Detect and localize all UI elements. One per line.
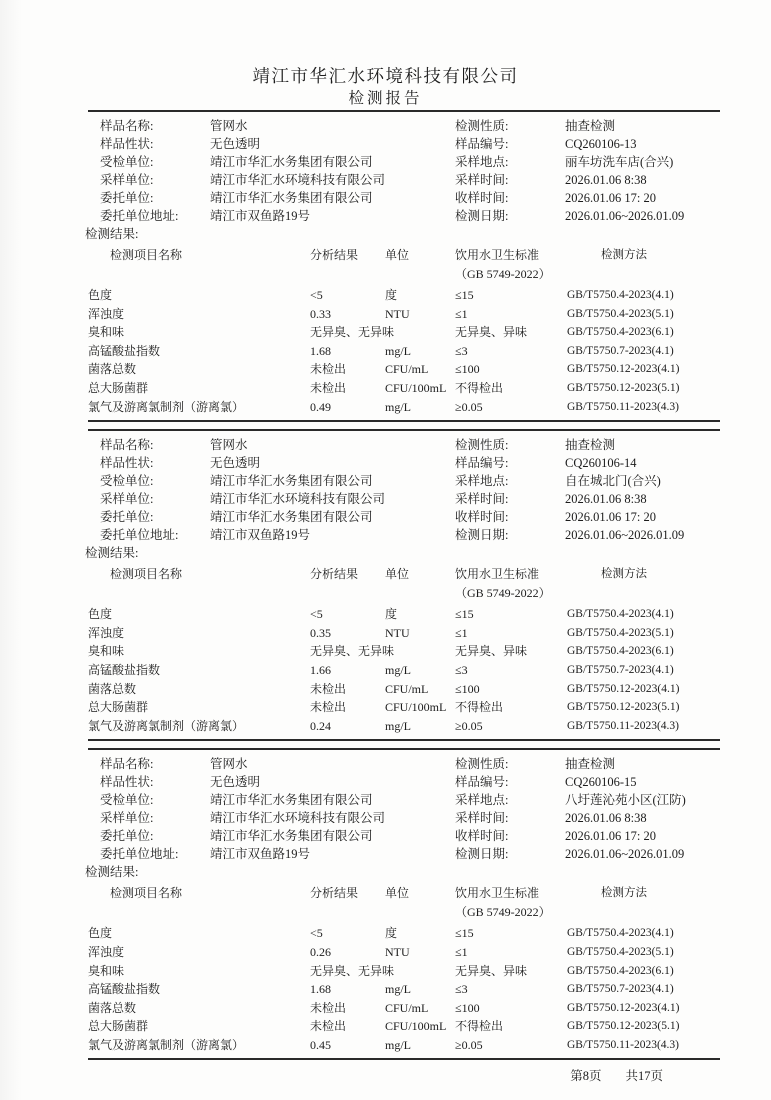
info-left-label: 样品名称: — [100, 757, 154, 772]
report-title: 检测报告 — [348, 90, 423, 107]
header-standard — [455, 246, 567, 284]
cell-item: 浑浊度 — [88, 944, 125, 959]
results-rows — [88, 924, 720, 1054]
info-right-label: 收样时间: — [455, 510, 509, 525]
cell-item: 色度 — [88, 926, 113, 941]
cell-standard: ≤15 — [455, 288, 474, 302]
cell-method: GB/T5750.12-2023(5.1) — [567, 381, 680, 394]
cell-method: GB/T5750.4-2023(5.1) — [567, 307, 674, 320]
info-left-value: 靖江市华汇水务集团有限公司 — [210, 191, 373, 205]
info-right-label: 采样地点: — [455, 793, 509, 808]
cell-item: 臭和味 — [88, 325, 125, 340]
results-table-header — [88, 565, 720, 603]
info-right-value: CQ260106-13 — [565, 137, 637, 151]
info-right-label: 检测日期: — [455, 209, 509, 223]
cell-item: 菌落总数 — [88, 681, 137, 696]
cell-method: GB/T5750.11-2023(4.3) — [567, 719, 680, 732]
result-row — [88, 661, 720, 680]
info-left-label: 样品名称: — [100, 119, 154, 133]
cell-unit — [385, 962, 455, 981]
cell-method: GB/T5750.12-2023(4.1) — [567, 363, 680, 376]
result-row — [88, 680, 720, 699]
info-left-value: 无色透明 — [210, 775, 261, 790]
cell-standard: 无异臭、异味 — [455, 644, 528, 659]
result-row — [88, 1017, 720, 1036]
cell-result: 1.66 — [310, 662, 331, 677]
cell-result: 无异臭、无异味 — [310, 963, 395, 978]
header-standard — [455, 884, 567, 922]
info-left-value: 靖江市双鱼路19号 — [210, 528, 311, 543]
result-row — [88, 605, 720, 624]
cell-result: 0.24 — [310, 718, 331, 733]
cell-unit: CFU/mL — [385, 681, 429, 696]
info-row — [100, 508, 720, 526]
cell-result: 1.68 — [310, 343, 331, 358]
cell-item: 菌落总数 — [88, 1000, 137, 1015]
header-item: 检测项目名称 — [110, 248, 183, 262]
company-title: 靖江市华汇水环境科技有限公司 — [252, 66, 519, 86]
result-row — [88, 342, 720, 361]
info-left-label: 受检单位: — [100, 474, 154, 489]
cell-item: 色度 — [88, 607, 113, 622]
cell-unit — [385, 642, 455, 661]
header-result: 分析结果 — [310, 248, 359, 262]
footer-page-total: 共17页 — [625, 1069, 663, 1084]
cell-standard: ≤15 — [455, 926, 474, 941]
info-right-value: 抽查检测 — [565, 757, 616, 772]
result-row — [88, 980, 720, 999]
cell-result: 未检出 — [310, 1000, 347, 1015]
cell-standard: ≤15 — [455, 607, 474, 622]
info-right-value: 2026.01.06 8:38 — [565, 492, 647, 507]
info-right-label: 检测性质: — [455, 438, 509, 453]
cell-method: GB/T5750.4-2023(4.1) — [567, 927, 674, 940]
info-left-value: 靖江市华汇水环境科技有限公司 — [210, 811, 386, 826]
cell-unit: mg/L — [385, 343, 411, 358]
result-row — [88, 999, 720, 1018]
cell-standard: ≤100 — [455, 362, 480, 377]
cell-standard: 无异臭、异味 — [455, 325, 528, 340]
results-rows — [88, 286, 720, 416]
cell-item: 浑浊度 — [88, 625, 125, 640]
info-right-value: 2026.01.06 8:38 — [565, 811, 647, 826]
info-right-value: 抽查检测 — [565, 119, 616, 133]
result-row — [88, 379, 720, 398]
result-row — [88, 624, 720, 643]
info-right-label: 检测日期: — [455, 528, 509, 543]
cell-result: <5 — [310, 288, 323, 302]
info-row — [100, 135, 720, 153]
info-left-label: 样品性状: — [100, 456, 154, 471]
info-row — [100, 454, 720, 472]
cell-unit: mg/L — [385, 718, 411, 733]
cell-standard: ≤3 — [455, 982, 468, 997]
info-row — [100, 827, 720, 845]
cell-result: 未检出 — [310, 681, 347, 696]
result-row — [88, 1036, 720, 1055]
info-row — [100, 207, 720, 225]
info-right-value: 八圩莲沁苑小区(江防) — [565, 793, 686, 808]
cell-unit: mg/L — [385, 399, 411, 414]
info-right-label: 采样时间: — [455, 173, 509, 187]
cell-item: 氯气及游离氯制剂（游离氯） — [88, 1037, 245, 1052]
info-row — [100, 171, 720, 189]
cell-standard: 不得检出 — [455, 380, 504, 395]
section-divider-line — [88, 748, 720, 750]
info-row — [100, 189, 720, 207]
info-right-label: 采样时间: — [455, 492, 509, 507]
cell-method: GB/T5750.12-2023(5.1) — [567, 1020, 680, 1033]
header-standard-line2: （GB 5749-2022） — [455, 586, 551, 601]
info-row — [100, 773, 720, 791]
info-row — [100, 526, 720, 544]
cell-method: GB/T5750.4-2023(5.1) — [567, 945, 674, 958]
cell-result: 未检出 — [310, 380, 347, 395]
header-method: 检测方法 — [601, 568, 647, 581]
info-row — [100, 117, 720, 135]
header-result: 分析结果 — [310, 567, 359, 582]
sample-info — [88, 755, 720, 863]
cell-result: 0.49 — [310, 399, 331, 414]
cell-method: GB/T5750.7-2023(4.1) — [567, 663, 674, 676]
info-right-label: 采样时间: — [455, 811, 509, 826]
section-bottom-line — [88, 739, 720, 741]
info-left-label: 采样单位: — [100, 492, 154, 507]
result-row — [88, 286, 720, 305]
cell-result: 无异臭、无异味 — [310, 325, 395, 340]
info-left-value: 无色透明 — [210, 137, 261, 151]
cell-standard: ≥0.05 — [455, 718, 483, 733]
cell-item: 总大肠菌群 — [88, 380, 149, 395]
results-label: 检测结果: — [85, 865, 139, 880]
cell-result: 0.33 — [310, 306, 331, 321]
cell-item: 总大肠菌群 — [88, 1019, 149, 1034]
cell-standard: ≤1 — [455, 306, 468, 321]
footer-page-number: 第8页 — [570, 1069, 602, 1084]
info-left-value: 靖江市华汇水务集团有限公司 — [210, 793, 373, 808]
info-left-label: 委托单位地址: — [100, 847, 179, 862]
info-row — [100, 845, 720, 863]
header-unit: 单位 — [385, 886, 410, 901]
info-left-label: 样品性状: — [100, 775, 154, 790]
result-row — [88, 323, 720, 342]
info-row — [100, 755, 720, 773]
results-table — [88, 565, 720, 735]
cell-unit: CFU/100mL — [385, 1019, 447, 1034]
result-row — [88, 642, 720, 661]
info-right-label: 检测性质: — [455, 119, 509, 133]
section-bottom-line — [88, 1058, 720, 1060]
cell-unit: CFU/100mL — [385, 380, 447, 395]
cell-item: 色度 — [88, 288, 113, 302]
info-row — [100, 490, 720, 508]
info-left-value: 管网水 — [210, 119, 248, 133]
cell-item: 总大肠菌群 — [88, 700, 149, 715]
header-standard-line2: （GB 5749-2022） — [455, 905, 551, 920]
result-row — [88, 360, 720, 379]
info-left-label: 样品性状: — [100, 137, 154, 151]
header-standard-line1: 饮用水卫生标准 — [455, 886, 540, 901]
info-left-value: 靖江市华汇水环境科技有限公司 — [210, 173, 386, 187]
info-left-value: 靖江市华汇水务集团有限公司 — [210, 829, 373, 844]
cell-standard: ≤3 — [455, 343, 468, 358]
header-item: 检测项目名称 — [110, 886, 183, 901]
cell-standard: 不得检出 — [455, 700, 504, 715]
info-right-value: 抽查检测 — [565, 438, 616, 453]
header-result: 分析结果 — [310, 886, 359, 901]
cell-result: 未检出 — [310, 362, 347, 377]
header-method: 检测方法 — [601, 887, 647, 900]
cell-standard: 不得检出 — [455, 1019, 504, 1034]
info-left-value: 靖江市华汇水务集团有限公司 — [210, 474, 373, 489]
results-label: 检测结果: — [85, 227, 139, 241]
info-row — [100, 153, 720, 171]
info-left-label: 受检单位: — [100, 155, 154, 169]
info-right-value: CQ260106-15 — [565, 775, 637, 790]
cell-item: 氯气及游离氯制剂（游离氯） — [88, 718, 245, 733]
info-right-label: 样品编号: — [455, 456, 509, 471]
header-standard-line1: 饮用水卫生标准 — [455, 248, 540, 262]
cell-method: GB/T5750.4-2023(4.1) — [567, 608, 674, 621]
result-row — [88, 943, 720, 962]
cell-standard: ≤100 — [455, 1000, 480, 1015]
info-right-value: 2026.01.06 17: 20 — [565, 191, 656, 205]
info-left-value: 无色透明 — [210, 456, 261, 471]
cell-unit: mg/L — [385, 662, 411, 677]
cell-unit: 度 — [385, 926, 398, 941]
header-method: 检测方法 — [601, 249, 647, 261]
cell-result: 0.45 — [310, 1037, 331, 1052]
header-standard-line2: （GB 5749-2022） — [455, 267, 551, 281]
info-right-value: 2026.01.06 17: 20 — [565, 829, 656, 844]
info-left-value: 靖江市双鱼路19号 — [210, 847, 311, 862]
results-table — [88, 246, 720, 416]
results-rows — [88, 605, 720, 735]
info-left-label: 委托单位: — [100, 191, 154, 205]
info-right-label: 采样地点: — [455, 155, 509, 169]
cell-item: 臭和味 — [88, 644, 125, 659]
cell-unit: CFU/100mL — [385, 700, 447, 715]
cell-result: <5 — [310, 607, 323, 622]
cell-method: GB/T5750.12-2023(4.1) — [567, 682, 680, 695]
cell-unit: mg/L — [385, 1037, 411, 1052]
info-right-value: 2026.01.06 17: 20 — [565, 510, 656, 525]
results-table — [88, 884, 720, 1054]
info-right-value: 2026.01.06~2026.01.09 — [565, 847, 685, 862]
cell-unit: CFU/mL — [385, 1000, 429, 1015]
info-right-value: 2026.01.06~2026.01.09 — [565, 528, 685, 543]
info-right-label: 收样时间: — [455, 191, 509, 205]
cell-unit: NTU — [385, 944, 410, 959]
info-right-label: 采样地点: — [455, 474, 509, 489]
section-divider-line — [88, 110, 720, 112]
info-left-label: 委托单位地址: — [100, 209, 179, 223]
cell-unit — [385, 323, 455, 342]
cell-method: GB/T5750.4-2023(6.1) — [567, 326, 674, 339]
cell-unit: 度 — [385, 288, 398, 302]
cell-method: GB/T5750.11-2023(4.3) — [567, 400, 680, 413]
header-unit: 单位 — [385, 248, 410, 262]
cell-method: GB/T5750.4-2023(6.1) — [567, 645, 674, 658]
section-divider-line — [88, 429, 720, 431]
cell-standard: ≤100 — [455, 681, 480, 696]
cell-unit: 度 — [385, 607, 398, 622]
cell-standard: ≤1 — [455, 944, 468, 959]
cell-standard: 无异臭、异味 — [455, 963, 528, 978]
cell-item: 高锰酸盐指数 — [88, 982, 161, 997]
cell-result: <5 — [310, 926, 323, 941]
cell-result: 1.68 — [310, 982, 331, 997]
report-section — [0, 748, 771, 1060]
cell-unit: mg/L — [385, 982, 411, 997]
report-sections — [0, 110, 771, 1060]
section-bottom-line — [88, 420, 720, 422]
cell-result: 未检出 — [310, 1019, 347, 1034]
info-right-value: 自在城北门(合兴) — [565, 474, 661, 489]
cell-item: 菌落总数 — [88, 362, 137, 377]
cell-method: GB/T5750.4-2023(6.1) — [567, 964, 674, 977]
info-left-label: 采样单位: — [100, 811, 154, 826]
cell-method: GB/T5750.11-2023(4.3) — [567, 1038, 680, 1051]
cell-unit: NTU — [385, 306, 410, 321]
info-left-value: 管网水 — [210, 757, 248, 772]
info-left-label: 委托单位: — [100, 510, 154, 525]
cell-standard: ≤3 — [455, 662, 468, 677]
result-row — [88, 698, 720, 717]
sample-info — [88, 436, 720, 544]
result-row — [88, 717, 720, 736]
info-right-value: 2026.01.06 8:38 — [565, 173, 647, 187]
header-item: 检测项目名称 — [110, 567, 183, 582]
report-section — [0, 429, 771, 741]
info-left-label: 委托单位: — [100, 829, 154, 844]
info-left-value: 靖江市华汇水务集团有限公司 — [210, 510, 373, 525]
info-left-value: 靖江市双鱼路19号 — [210, 209, 311, 223]
cell-unit: NTU — [385, 625, 410, 640]
cell-item: 高锰酸盐指数 — [88, 343, 161, 358]
info-right-label: 样品编号: — [455, 137, 509, 151]
cell-method: GB/T5750.12-2023(4.1) — [567, 1001, 680, 1014]
info-right-value: CQ260106-14 — [565, 456, 637, 471]
cell-method: GB/T5750.7-2023(4.1) — [567, 983, 674, 996]
info-row — [100, 791, 720, 809]
cell-result: 无异臭、无异味 — [310, 644, 395, 659]
info-right-label: 样品编号: — [455, 775, 509, 790]
info-row — [100, 472, 720, 490]
info-right-label: 检测性质: — [455, 757, 509, 772]
info-row — [100, 436, 720, 454]
page-footer — [0, 1067, 771, 1085]
cell-standard: ≥0.05 — [455, 399, 483, 414]
cell-item: 氯气及游离氯制剂（游离氯） — [88, 399, 245, 414]
cell-method: GB/T5750.7-2023(4.1) — [567, 344, 674, 357]
header-standard — [455, 565, 567, 603]
header-unit: 单位 — [385, 567, 410, 582]
cell-item: 臭和味 — [88, 963, 125, 978]
result-row — [88, 305, 720, 324]
cell-item: 浑浊度 — [88, 306, 125, 321]
result-row — [88, 962, 720, 981]
cell-unit: CFU/mL — [385, 362, 429, 377]
info-row — [100, 809, 720, 827]
info-left-value: 管网水 — [210, 438, 248, 453]
info-left-label: 样品名称: — [100, 438, 154, 453]
info-right-label: 检测日期: — [455, 847, 509, 862]
info-right-value: 2026.01.06~2026.01.09 — [565, 209, 685, 223]
cell-method: GB/T5750.4-2023(5.1) — [567, 626, 674, 639]
report-section — [0, 110, 771, 422]
info-left-value: 靖江市华汇水环境科技有限公司 — [210, 492, 386, 507]
cell-method: GB/T5750.12-2023(5.1) — [567, 701, 680, 714]
results-table-header — [88, 246, 720, 284]
cell-item: 高锰酸盐指数 — [88, 662, 161, 677]
results-label: 检测结果: — [85, 546, 139, 561]
cell-result: 未检出 — [310, 700, 347, 715]
cell-result: 0.35 — [310, 625, 331, 640]
cell-standard: ≤1 — [455, 625, 468, 640]
info-left-label: 委托单位地址: — [100, 528, 179, 543]
info-left-value: 靖江市华汇水务集团有限公司 — [210, 155, 373, 169]
info-left-label: 采样单位: — [100, 173, 154, 187]
info-right-value: 丽车坊洗车店(合兴) — [565, 155, 674, 169]
header-standard-line1: 饮用水卫生标准 — [455, 567, 540, 582]
info-left-label: 受检单位: — [100, 793, 154, 808]
cell-standard: ≥0.05 — [455, 1037, 483, 1052]
cell-result: 0.26 — [310, 944, 331, 959]
sample-info — [88, 117, 720, 225]
result-row — [88, 924, 720, 943]
results-table-header — [88, 884, 720, 922]
cell-method: GB/T5750.4-2023(4.1) — [567, 289, 674, 301]
info-right-label: 收样时间: — [455, 829, 509, 844]
result-row — [88, 398, 720, 417]
